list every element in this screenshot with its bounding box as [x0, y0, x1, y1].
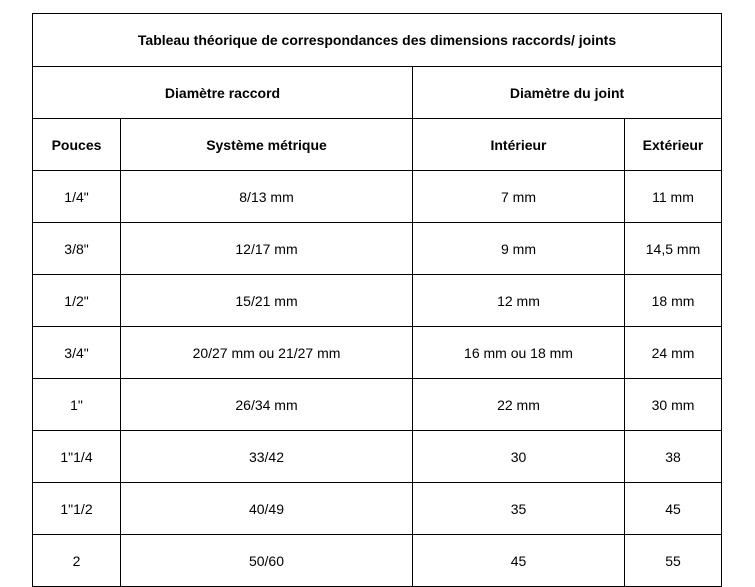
column-header-pouces: Pouces [33, 119, 121, 171]
table-row [33, 223, 722, 275]
cell-exterieur: 30 mm [625, 379, 722, 431]
group-header-row [33, 67, 722, 119]
group-header-raccord: Diamètre raccord [33, 67, 413, 119]
table-container [32, 13, 722, 587]
cell-interieur: 22 mm [413, 379, 625, 431]
cell-metrique: 8/13 mm [121, 171, 413, 223]
table-row [33, 275, 722, 327]
cell-exterieur: 14,5 mm [625, 223, 722, 275]
cell-metrique: 20/27 mm ou 21/27 mm [121, 327, 413, 379]
group-header-joint: Diamètre du joint [413, 67, 722, 119]
table-row [33, 431, 722, 483]
cell-interieur: 12 mm [413, 275, 625, 327]
cell-metrique: 50/60 [121, 535, 413, 587]
table-row [33, 535, 722, 587]
table-row [33, 379, 722, 431]
cell-interieur: 35 [413, 483, 625, 535]
column-header-row [33, 119, 722, 171]
cell-exterieur: 11 mm [625, 171, 722, 223]
cell-pouces: 3/8" [33, 223, 121, 275]
cell-interieur: 7 mm [413, 171, 625, 223]
cell-metrique: 40/49 [121, 483, 413, 535]
table-body [33, 14, 722, 587]
cell-exterieur: 18 mm [625, 275, 722, 327]
cell-interieur: 45 [413, 535, 625, 587]
cell-pouces: 1"1/4 [33, 431, 121, 483]
table-row [33, 483, 722, 535]
cell-exterieur: 45 [625, 483, 722, 535]
cell-interieur: 9 mm [413, 223, 625, 275]
cell-pouces: 1" [33, 379, 121, 431]
correspondence-table [32, 13, 722, 587]
title-row [33, 14, 722, 67]
cell-pouces: 1/2" [33, 275, 121, 327]
column-header-metrique: Système métrique [121, 119, 413, 171]
cell-metrique: 15/21 mm [121, 275, 413, 327]
cell-pouces: 2 [33, 535, 121, 587]
column-header-interieur: Intérieur [413, 119, 625, 171]
table-row [33, 327, 722, 379]
cell-interieur: 16 mm ou 18 mm [413, 327, 625, 379]
cell-pouces: 1/4" [33, 171, 121, 223]
cell-exterieur: 55 [625, 535, 722, 587]
column-header-exterieur: Extérieur [625, 119, 722, 171]
cell-metrique: 26/34 mm [121, 379, 413, 431]
table-row [33, 171, 722, 223]
cell-exterieur: 24 mm [625, 327, 722, 379]
table-title: Tableau théorique de correspondances des dimensions raccords/ joints [33, 14, 722, 67]
cell-exterieur: 38 [625, 431, 722, 483]
cell-pouces: 3/4" [33, 327, 121, 379]
cell-interieur: 30 [413, 431, 625, 483]
cell-metrique: 12/17 mm [121, 223, 413, 275]
cell-metrique: 33/42 [121, 431, 413, 483]
cell-pouces: 1"1/2 [33, 483, 121, 535]
